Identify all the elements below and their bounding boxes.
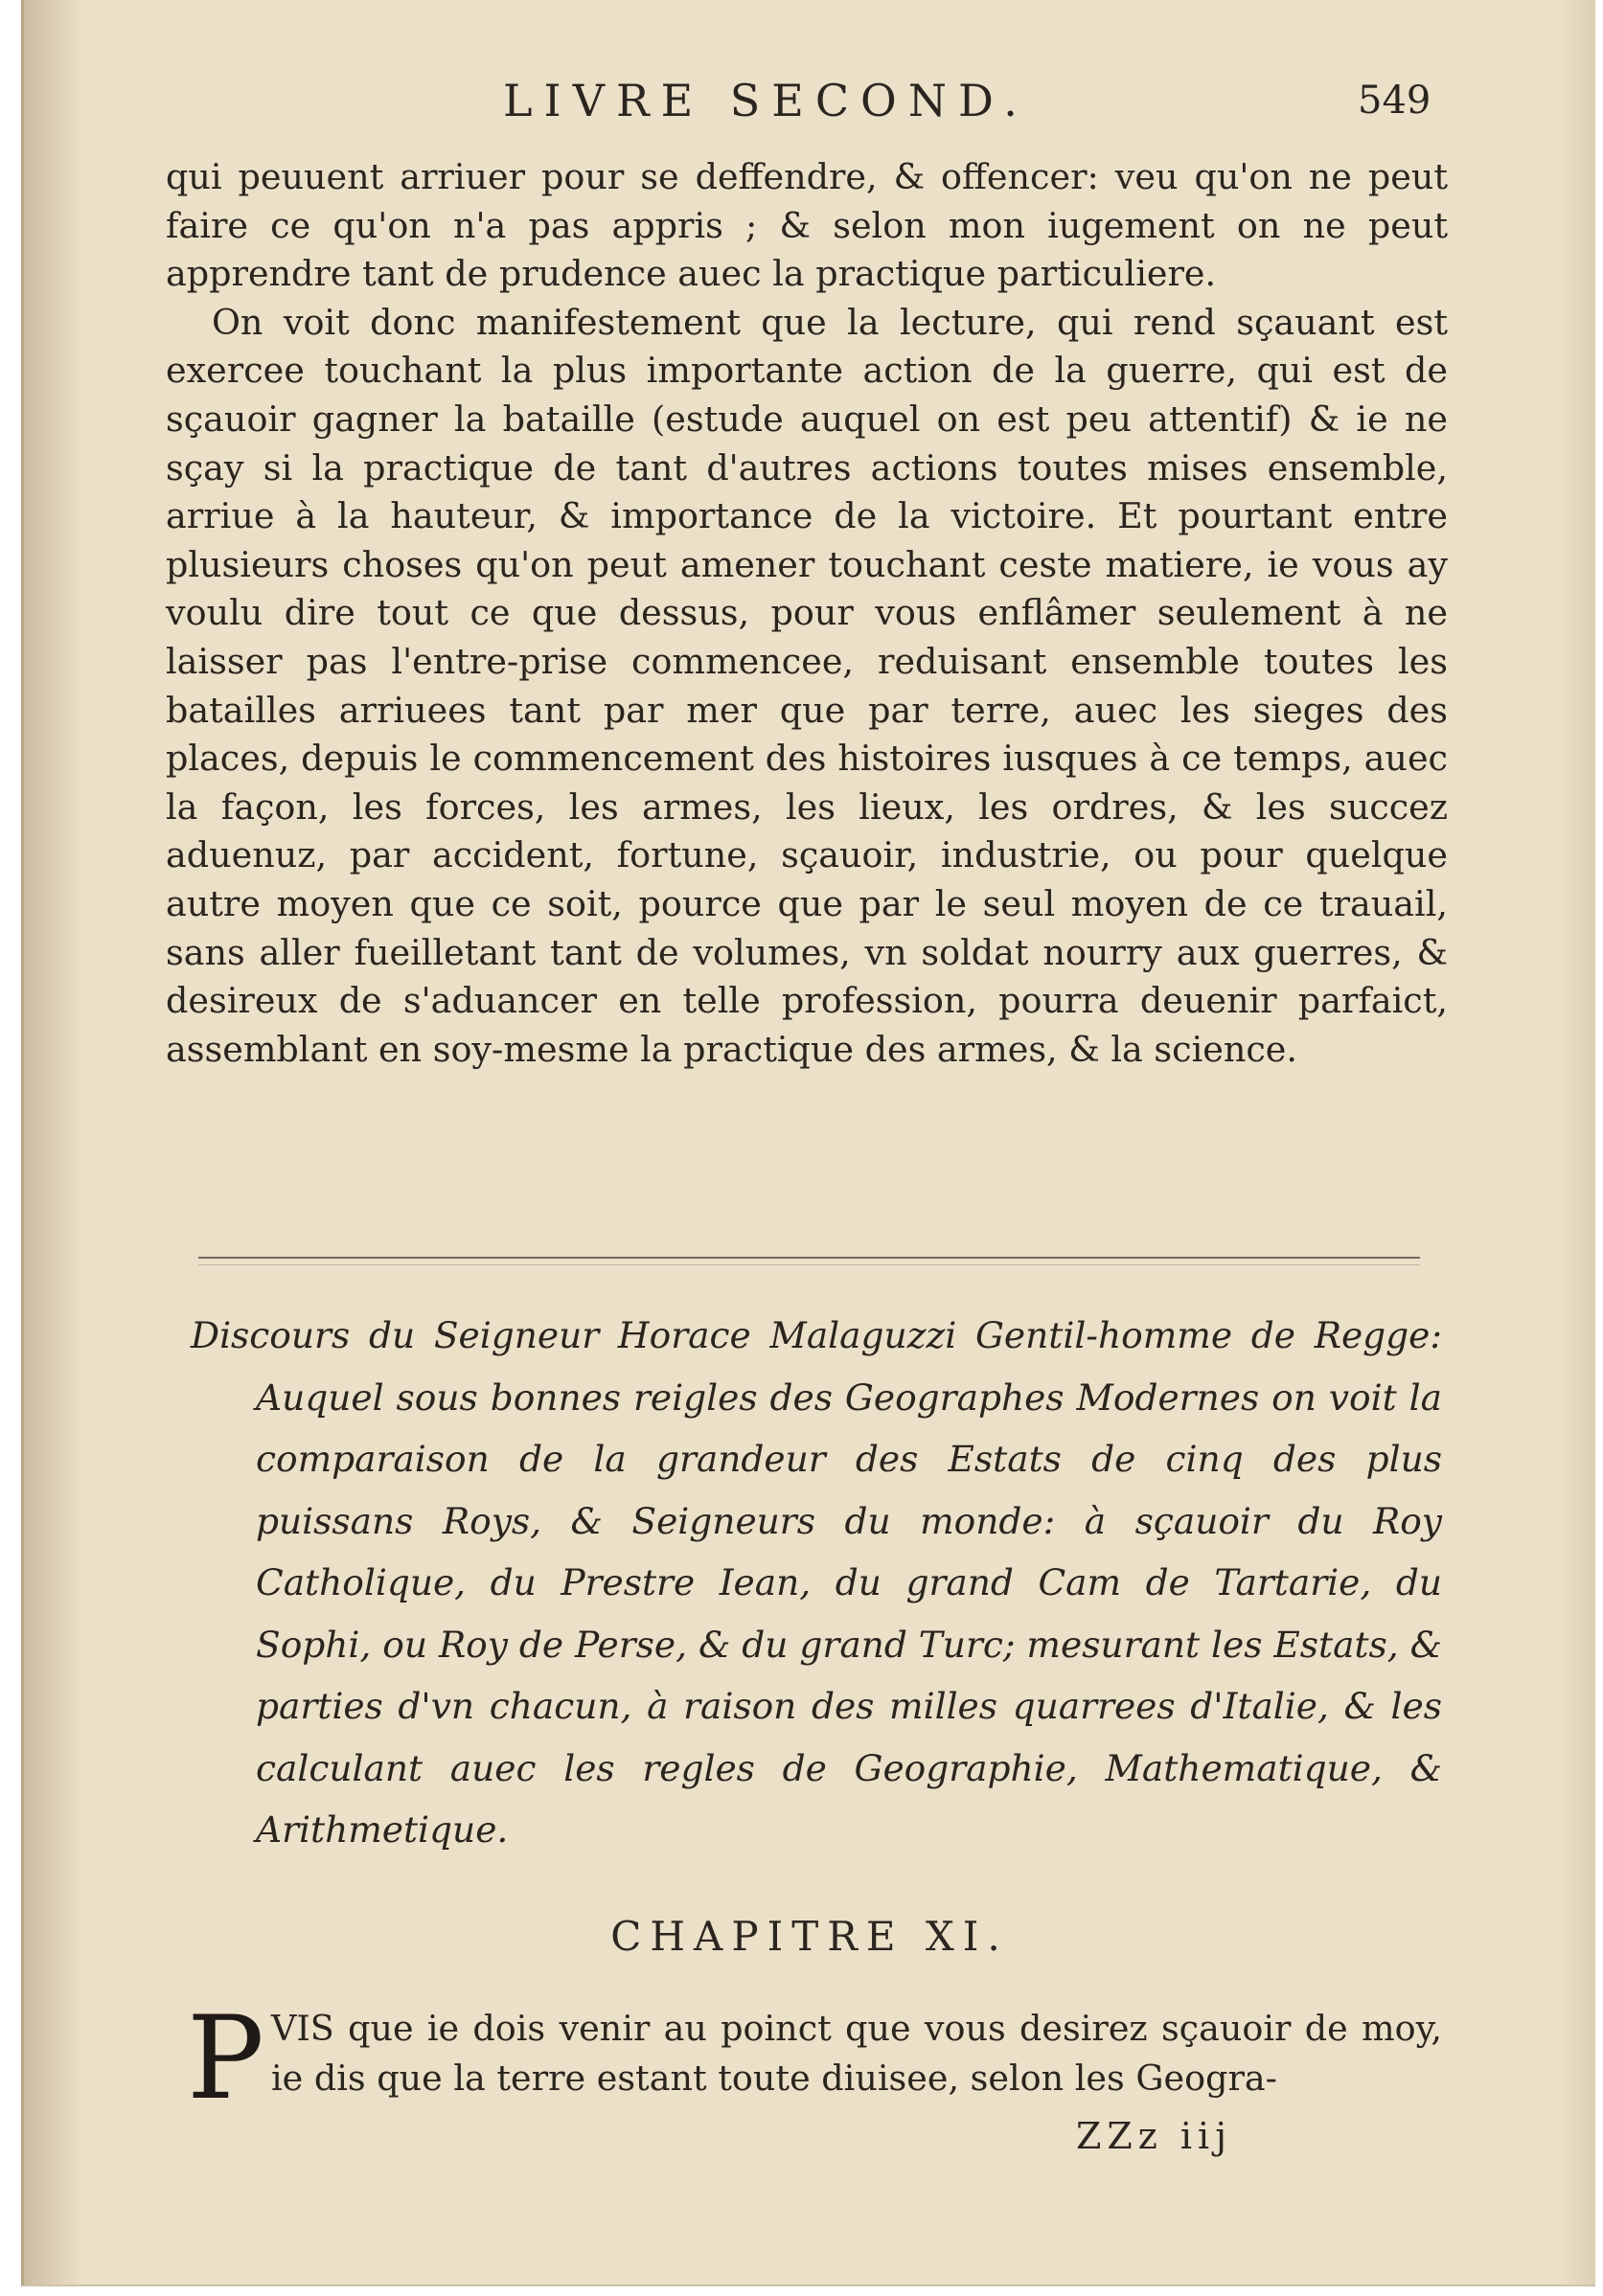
chapter-heading: CHAPITRE XI. <box>610 1913 1009 1960</box>
running-head <box>24 75 1595 132</box>
chapter-summary: Discours du Seigneur Horace Malaguzzi Gentil-homme de Regge: Auquel sous bonnes reigles des Geographes Modernes on voit la comparaison de la grandeur des Estats de cinq des plus puissans Roys, & Seigneurs du monde: à sçauoir du Roy Catholique, du Prestre Iean, du grand Cam de Tartarie, du Sophi, ou Roy de Perse, & du grand Turc; mesurant les Estats, & parties d'vn chacun, à raison des milles quarrees d'Italie, & les calculant auec les regles de Geographie, Mathematique, & Arithmetique. <box>191 1314 1442 1851</box>
body-text <box>166 153 1448 1074</box>
drop-cap: P <box>187 1992 264 2126</box>
chapter-opening-text: VIS que ie dois venir au poinct que vous desirez sçauoir de moy, ie dis que la terre estant toute diuisee, selon les Geogra- <box>271 2008 1442 2099</box>
book-page <box>21 0 1595 2286</box>
paragraph-continued: qui peuuent arriuer pour se deffendre, & offencer: veu qu'on ne peut faire ce qu'on n'a pas appris ; & selon mon iugement on ne peut apprendre tant de prudence auec la practique particuliere. <box>166 156 1448 295</box>
running-title: LIVRE SECOND. <box>503 75 1029 126</box>
gathering-signature: ZZz iij <box>1076 2115 1232 2157</box>
page-number: 549 <box>1358 79 1431 123</box>
section-divider <box>198 1257 1420 1259</box>
paragraph-main: On voit donc manifestement que la lecture, qui rend sçauant est exercee touchant la plus importante action de la guerre, qui est de sçauoir gagner la bataille (estude auquel on est peu attentif) & ie ne sçay si la practique de tant d'autres actions toutes mises ensemble, arriue à la hauteur, & importance de la victoire. Et pourtant entre plusieurs choses qu'on peut amener touchant ceste matiere, ie vous ay voulu dire tout ce que dessus, pour vous enflâmer seulement à ne laisser pas l'entre-prise commencee, reduisant ensemble toutes les batailles arriuees tant par mer que par terre, auec les sieges des places, depuis le commencement des histoires iusques à ce temps, auec la façon, les forces, les armes, les lieux, les ordres, & les succez aduenuz, par accident, fortune, sçauoir, industrie, ou pour quelque autre moyen que ce soit, pource que par le seul moyen de ce trauail, sans aller fueilletant tant de volumes, vn soldat nourry aux guerres, & desireux de s'aduancer en telle profession, pourra deuenir parfaict, assemblant en soy-mesme la practique des armes, & la science. <box>166 301 1448 1070</box>
